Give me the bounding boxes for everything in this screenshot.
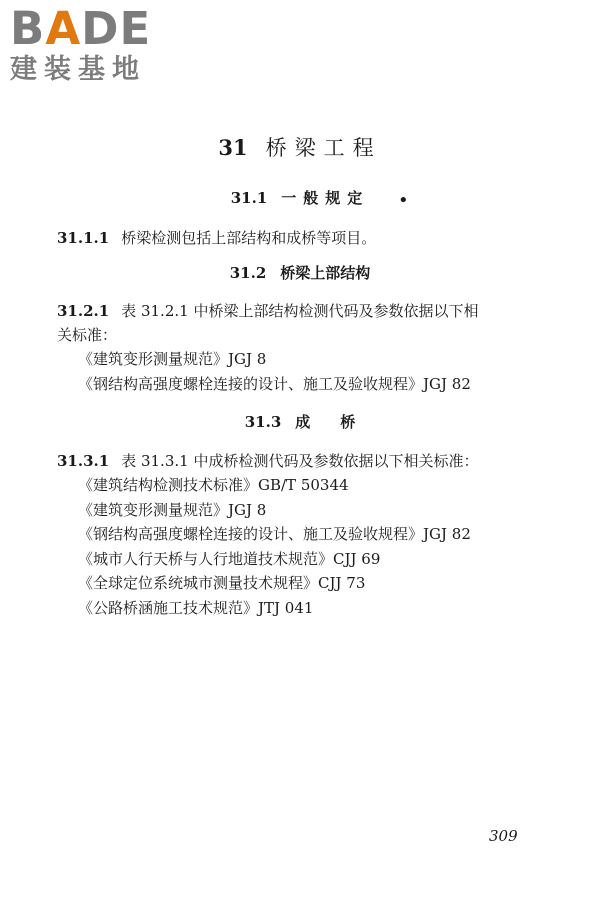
clause-line-1 — [57, 299, 537, 323]
clause-text: 表 31.3.1 中成桥检测代码及参数依据以下相关标准： — [121, 452, 479, 470]
chapter-heading — [0, 133, 600, 163]
reference-item: 《钢结构高强度螺栓连接的设计、施工及验收规程》JGJ 82 — [78, 375, 471, 393]
clause-31-1-1 — [57, 226, 537, 250]
logo-wordmark: BADE — [10, 2, 152, 55]
section-heading-31-1 — [0, 187, 600, 209]
reference-item: 《城市人行天桥与人行地道技术规范》CJJ 69 — [78, 550, 381, 568]
clause-line-2: 关标准： — [57, 326, 118, 344]
reference-item: 《建筑变形测量规范》JGJ 8 — [78, 350, 267, 368]
clause-number: 31.3.1 — [57, 452, 110, 470]
logo-a-triangle: A — [45, 2, 82, 55]
reference-item: 《建筑结构检测技术标准》GB/T 50344 — [78, 476, 349, 494]
clause-text: 表 31.2.1 中桥梁上部结构检测代码及参数依据以下相 — [121, 302, 479, 320]
logo-chinese-name: 建装基地 — [10, 54, 146, 85]
clause-number: 31.1.1 — [57, 229, 110, 247]
section-number: 31.3 — [244, 413, 282, 431]
section-title: 一般规定 — [281, 189, 370, 207]
clause-31-3-1 — [57, 449, 537, 473]
clause-31-2-1 — [57, 299, 537, 347]
reference-item: 《钢结构高强度螺栓连接的设计、施工及验收规程》JGJ 82 — [78, 525, 471, 543]
reference-item: 《公路桥涵施工技术规范》JTJ 041 — [78, 599, 314, 617]
reference-item: 《建筑变形测量规范》JGJ 8 — [78, 501, 267, 519]
section-number: 31.1 — [230, 189, 268, 207]
clause-number: 31.2.1 — [57, 302, 110, 320]
section-heading-31-2 — [0, 262, 600, 284]
section-title: 成 桥 — [295, 413, 356, 431]
page-number: 309 — [489, 827, 518, 845]
chapter-number: 31 — [218, 135, 248, 160]
section-title: 桥梁上部结构 — [280, 264, 371, 282]
reference-item: 《全球定位系统城市测量技术规程》CJJ 73 — [78, 574, 366, 592]
clause-text: 桥梁检测包括上部结构和成桥等项目。 — [121, 229, 377, 247]
bade-logo — [10, 4, 180, 90]
section-number: 31.2 — [229, 264, 267, 282]
chapter-title: 桥梁工程 — [265, 136, 382, 160]
bullet-dot: • — [398, 190, 409, 211]
section-heading-31-3 — [0, 411, 600, 433]
